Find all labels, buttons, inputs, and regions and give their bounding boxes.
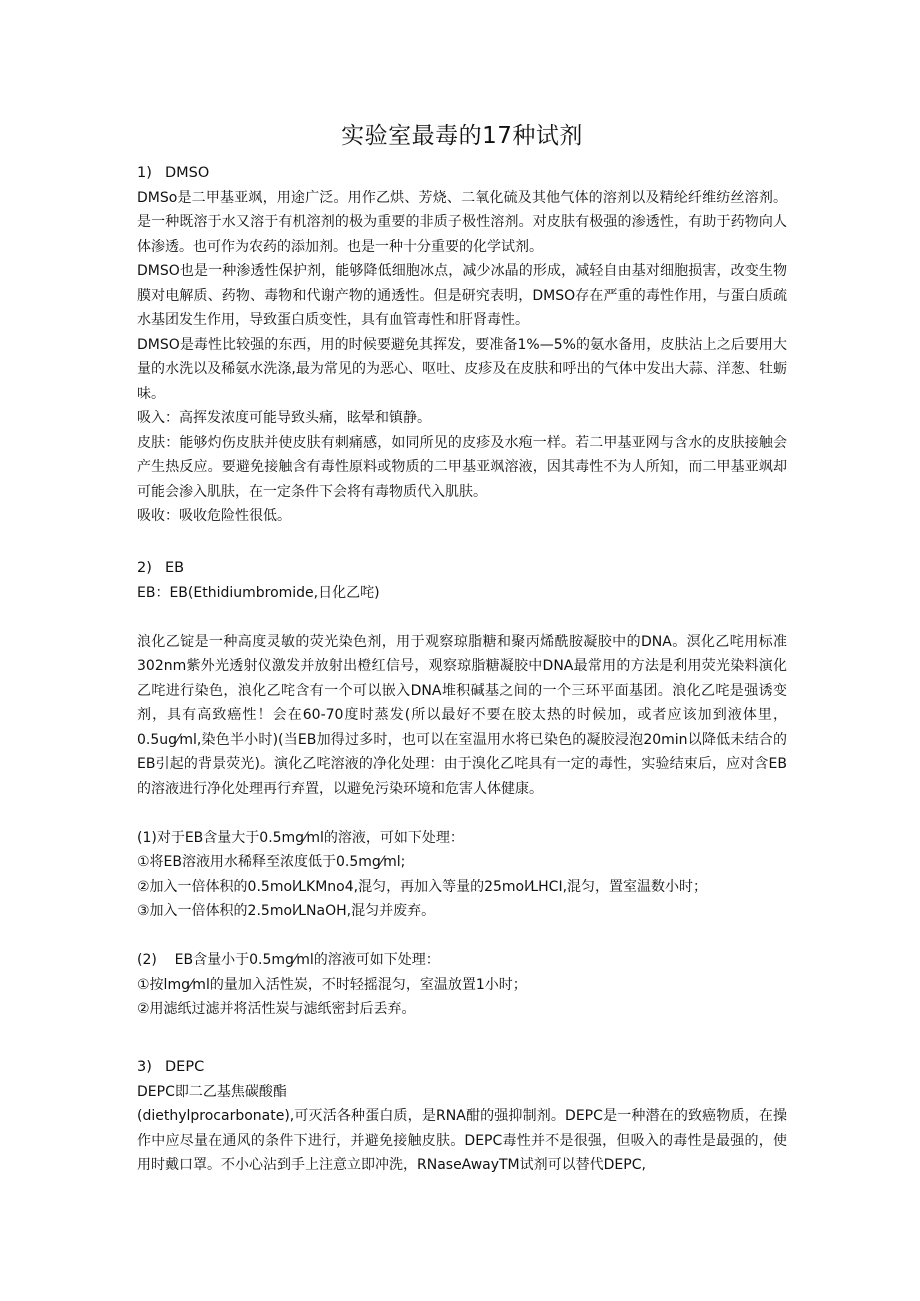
eb-case1-step-2: ②加入一倍体积的0.5mol⁄LKMno4,混匀，再加入等量的25mol⁄LHCI,混匀，置室温数小时；	[137, 878, 708, 895]
dmso-paragraph-2: DMSO也是一种渗透性保护剂，能够降低细胞冰点，减少冰晶的形成，减轻自由基对细胞损害，改变生物膜对电解质、药物、毒物和代谢产物的通透性。但是研究表明，DMSO存在严重的毒性作用，与蛋白质疏水基团发生作用，导致蛋白质变性，具有血管毒性和肝肾毒性。	[137, 263, 787, 328]
dmso-paragraph-3: DMSO是毒性比较强的东西，用的时候要避免其挥发，要准备1%—5%的氨水备用，皮肤沾上之后要用大量的水洗以及稀氨水洗涤,最为常见的为恶心、呕吐、皮疹及在皮肤和呼出的气体中发出大蒜、洋葱、牡蛎味。	[137, 336, 787, 402]
dmso-inhalation: 吸入：高挥发浓度可能导致头痛，眩晕和镇静。	[137, 410, 431, 426]
depc-paragraph: (diethylprocarbonate),可灭活各种蛋白质，是RNA酣的强抑制剂。DEPC是一种潜在的致癌物质，在操作中应尽量在通风的条件下进行，并避免接触皮肤。DEPC毒性并不是很强，但吸入的毒性是最强的，使用时戴口罩。不小心沾到手上注意立即冲洗，RNaseAwayTM试剂可以替代DEPC,	[137, 1108, 787, 1173]
document-title: 实验室最毒的17种试剂	[341, 123, 583, 149]
section-depc	[137, 1055, 787, 1178]
section-number: 1)	[137, 165, 152, 181]
dmso-absorption: 吸收：吸收危险性很低。	[137, 508, 291, 524]
section-eb	[137, 556, 787, 1022]
eb-intro-paragraph: 浪化乙锭是一种高度灵敏的荧光染色剂，用于观察琼脂糖和聚丙烯酰胺凝胶中的DNA。溟化乙咤用标准302nm紫外光透射仪激发并放射出橙红信号，观察琼脂糖凝胶中DNA最常用的方法是利用荧光染料演化乙咤进行染色，浪化乙咤含有一个可以嵌入DNA堆积碱基之间的一个三环平面基团。浪化乙咤是强诱变剂，具有高致癌性！会在60-70度时蒸发(所以最好不要在胶太热的时候加，或者应该加到液体里，0.5ug⁄ml,染色半小时)(当EB加得过多时，也可以在室温用水将已染色的凝胶浸泡20min以降低未结合的EB引起的背景荧光)。演化乙咤溶液的净化处理：由于溴化乙咤具有一定的毒性，实验结束后，应对含EB的溶液进行净化处理再行弃置，以避免污染环境和危害人体健康。	[137, 633, 787, 797]
section-heading-dmso	[137, 161, 787, 186]
eb-subtitle: EB：EB(Ethidiumbromide,日化乙咤)	[137, 584, 380, 601]
eb-case2-header: (2) EB含量小于0.5mg⁄ml的溶液可如下处理：	[137, 952, 440, 968]
section-number: 2)	[137, 560, 152, 576]
depc-subtitle: DEPC即二乙基焦碳酸酯	[137, 1083, 287, 1100]
eb-case2-step-2: ②用滤纸过滤并将活性炭与滤纸密封后丢弃。	[137, 1001, 416, 1017]
section-heading-eb	[137, 556, 787, 581]
section-number: 3)	[137, 1059, 152, 1075]
dmso-paragraph-1: DMSo是二甲基亚飒，用途广泛。用作乙烘、芳烧、二氧化硫及其他气体的溶剂以及精纶纤维纺丝溶剂。是一种既溶于水又溶于有机溶剂的极为重要的非质子极性溶剂。对皮肤有极强的渗透性，有助于药物向人体渗透。也可作为农药的添加剂。也是一种十分重要的化学试剂。	[137, 189, 787, 255]
dmso-skin: 皮肤：能够灼伤皮肤并使皮肤有刺痛感，如同所见的皮疹及水疱一样。若二甲基亚网与含水的皮肤接触会产生热反应。要避免接触含有毒性原料或物质的二甲基亚飒溶液，因其毒性不为人所知，而二甲基亚飒却可能会渗入肌肤，在一定条件下会将有毒物质代入肌肤。	[137, 434, 787, 500]
section-name: DMSO	[165, 165, 210, 181]
section-dmso	[137, 161, 787, 529]
eb-case1-step-1: ①将EB溶液用水稀释至浓度低于0.5mg⁄ml;	[137, 854, 406, 870]
eb-case2-step-1: ①按lmg⁄ml的量加入活性炭，不时轻摇混匀，室温放置1小时；	[137, 976, 527, 993]
section-name: EB	[165, 560, 185, 576]
section-name: DEPC	[165, 1059, 205, 1075]
eb-case1-step-3: ③加入一倍体积的2.5mol⁄LNaOH,混匀并废弃。	[137, 903, 436, 919]
section-heading-depc	[137, 1055, 787, 1080]
eb-case1-header: (1)对于EB含量大于0.5mg⁄ml的溶液，可如下处理：	[137, 829, 464, 846]
